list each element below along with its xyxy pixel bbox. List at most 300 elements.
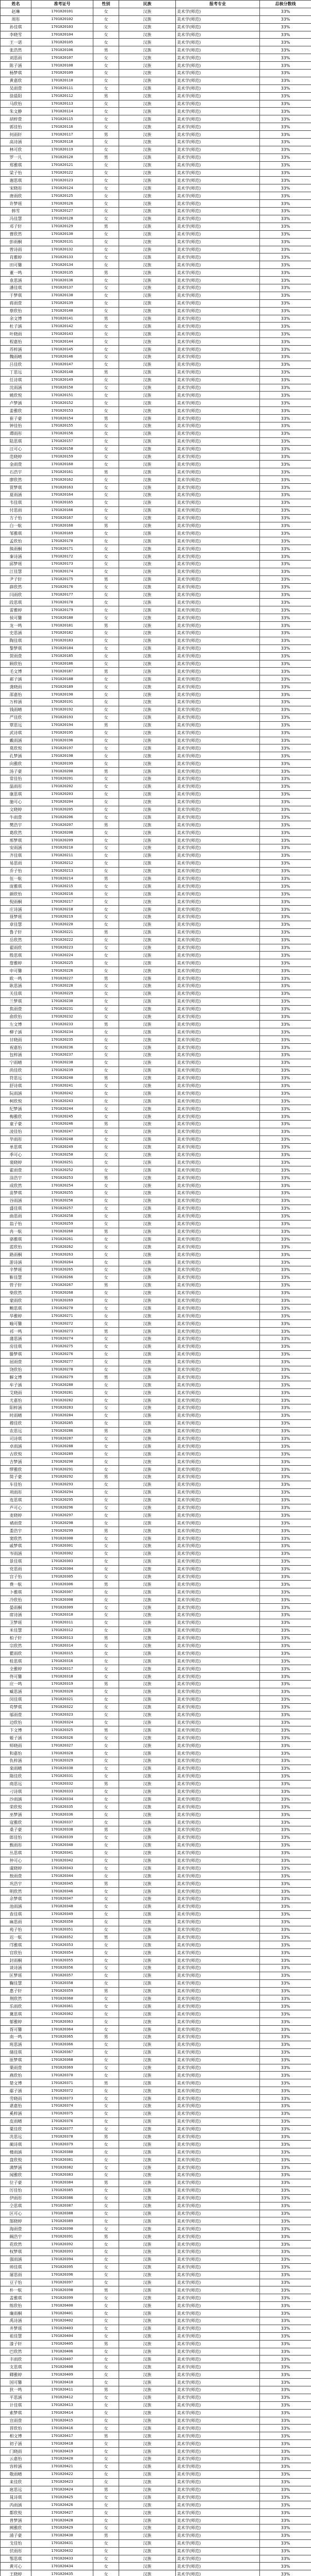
cell-cutoff: 33% [260,1719,311,1726]
cell-gender: 女 [93,2041,119,2048]
cell-major: 美术学(师范) [176,2302,260,2310]
table-row [1,1519,311,1527]
table-row [1,530,311,537]
cell-cutoff: 33% [260,1397,311,1404]
cell-ethnicity: 汉族 [119,1681,176,1688]
cell-exam-id: 1701020402 [31,2317,93,2325]
cell-ethnicity: 汉族 [119,1036,176,1044]
cell-gender: 女 [93,1466,119,1473]
cell-major: 美术学(师范) [176,1036,260,1044]
cell-exam-id: 1701020180 [31,614,93,622]
cell-ethnicity: 汉族 [119,499,176,506]
cell-name: 万梓涵 [1,699,31,706]
cell-exam-id: 1701020237 [31,1052,93,1059]
cell-exam-id: 1701020151 [31,392,93,399]
cell-name: 索梦琪 [1,2409,31,2417]
table-row [1,1811,311,1819]
cell-cutoff: 33% [260,2095,311,2103]
cell-cutoff: 33% [260,1795,311,1803]
cell-exam-id: 1701020350 [31,1918,93,1926]
cell-name: 仲可心 [1,1857,31,1865]
cell-major: 美术学(师范) [176,1895,260,1903]
cell-major: 美术学(师范) [176,8,260,15]
table-row [1,2417,311,2425]
cell-major: 美术学(师范) [176,1811,260,1819]
cell-major: 美术学(师范) [176,2409,260,2417]
cell-gender: 女 [93,1312,119,1320]
cell-gender: 女 [93,606,119,614]
cell-gender: 女 [93,208,119,215]
cell-name: 晋欣怡 [1,2425,31,2432]
cell-cutoff: 33% [260,2286,311,2294]
cell-ethnicity: 汉族 [119,1803,176,1811]
cell-name: 华雅婷 [1,1312,31,1320]
cell-major: 美术学(师范) [176,1021,260,1028]
table-row [1,1289,311,1297]
cell-name: 姬子涵 [1,1734,31,1742]
cell-cutoff: 33% [260,1366,311,1374]
cell-name: 区可心 [1,2210,31,2217]
cell-name: 浦子豪 [1,2532,31,2539]
cell-cutoff: 33% [260,208,311,215]
table-row [1,131,311,139]
cell-exam-id: 1701020366 [31,2041,93,2048]
cell-ethnicity: 汉族 [119,1527,176,1535]
table-row [1,261,311,269]
cell-exam-id: 1701020206 [31,814,93,821]
cell-cutoff: 33% [260,1703,311,1711]
cell-cutoff: 33% [260,1297,311,1304]
table-row [1,139,311,146]
cell-cutoff: 33% [260,1128,311,1136]
cell-exam-id: 1701020310 [31,1612,93,1619]
cell-cutoff: 33% [260,2432,311,2440]
cell-gender: 男 [93,668,119,675]
cell-ethnicity: 汉族 [119,2064,176,2072]
table-row [1,361,311,368]
cell-gender: 女 [93,2087,119,2095]
cell-ethnicity: 汉族 [119,1052,176,1059]
cell-exam-id: 1701020217 [31,898,93,906]
cell-cutoff: 33% [260,2018,311,2026]
cell-major: 美术学(师范) [176,645,260,652]
cell-cutoff: 33% [260,2555,311,2563]
cell-name: 陆思琪 [1,437,31,445]
table-row [1,39,311,46]
cell-cutoff: 33% [260,1527,311,1535]
cell-major: 美术学(师范) [176,714,260,721]
cell-ethnicity: 汉族 [119,1251,176,1259]
cell-major: 美术学(师范) [176,975,260,982]
cell-exam-id: 1701020421 [31,2463,93,2470]
cell-exam-id: 1701020374 [31,2103,93,2110]
cell-cutoff: 33% [260,1619,311,1626]
cell-gender: 女 [93,2555,119,2563]
table-row [1,1404,311,1412]
cell-gender: 女 [93,1565,119,1573]
cell-major: 美术学(师范) [176,2486,260,2494]
cell-exam-id: 1701020105 [31,39,93,46]
table-row [1,2225,311,2233]
table-row [1,944,311,952]
cell-cutoff: 33% [260,798,311,806]
cell-exam-id: 1701020326 [31,1734,93,1742]
cell-major: 美术学(师范) [176,208,260,215]
cell-exam-id: 1701020188 [31,675,93,683]
cell-major: 美术学(师范) [176,890,260,898]
cell-name: 苏梓涵 [1,346,31,353]
cell-cutoff: 33% [260,376,311,384]
cell-exam-id: 1701020157 [31,437,93,445]
cell-ethnicity: 汉族 [119,921,176,928]
cell-exam-id: 1701020417 [31,2432,93,2440]
cell-name: 霍雨萱 [1,1166,31,1174]
cell-ethnicity: 汉族 [119,2079,176,2087]
cell-cutoff: 33% [260,952,311,959]
cell-exam-id: 1701020152 [31,399,93,407]
cell-major: 美术学(师范) [176,223,260,230]
cell-major: 美术学(师范) [176,1795,260,1803]
cell-major: 美术学(师范) [176,814,260,821]
table-row [1,645,311,652]
cell-major: 美术学(师范) [176,1650,260,1657]
table-row [1,2202,311,2210]
cell-major: 美术学(师范) [176,62,260,70]
cell-exam-id: 1701020320 [31,1688,93,1696]
cell-exam-id: 1701020160 [31,461,93,468]
cell-exam-id: 1701020150 [31,384,93,392]
cell-exam-id: 1701020114 [31,108,93,115]
cell-major: 美术学(师范) [176,1151,260,1159]
cell-ethnicity: 汉族 [119,1665,176,1673]
cell-exam-id: 1701020336 [31,1811,93,1819]
cell-exam-id: 1701020332 [31,1780,93,1788]
cell-ethnicity: 汉族 [119,1113,176,1121]
cell-ethnicity: 汉族 [119,361,176,368]
cell-cutoff: 33% [260,2470,311,2478]
cell-ethnicity: 汉族 [119,177,176,184]
cell-cutoff: 33% [260,2355,311,2363]
table-row [1,630,311,637]
cell-major: 美术学(师范) [176,54,260,62]
cell-gender: 女 [93,1481,119,1488]
table-row [1,1995,311,2003]
cell-ethnicity: 汉族 [119,1780,176,1788]
cell-ethnicity: 汉族 [119,399,176,407]
cell-major: 美术学(师范) [176,1657,260,1665]
cell-ethnicity: 汉族 [119,2310,176,2317]
cell-gender: 女 [93,1657,119,1665]
cell-exam-id: 1701020361 [31,2003,93,2010]
cell-major: 美术学(师范) [176,2217,260,2225]
cell-ethnicity: 汉族 [119,1404,176,1412]
cell-name: 寇雅欣 [1,1819,31,1826]
cell-cutoff: 33% [260,514,311,522]
cell-major: 美术学(师范) [176,2233,260,2241]
table-row [1,1788,311,1795]
cell-cutoff: 33% [260,1972,311,1979]
cell-ethnicity: 汉族 [119,2156,176,2164]
cell-gender: 女 [93,1504,119,1512]
table-row [1,1113,311,1121]
cell-exam-id: 1701020388 [31,2210,93,2217]
cell-gender: 男 [93,2386,119,2394]
cell-name: 边欣怡 [1,1719,31,1726]
cell-gender: 女 [93,361,119,368]
cell-gender: 男 [93,928,119,936]
cell-gender: 女 [93,1450,119,1458]
cell-ethnicity: 汉族 [119,1918,176,1926]
cell-ethnicity: 汉族 [119,2348,176,2355]
cell-ethnicity: 汉族 [119,997,176,1005]
cell-exam-id: 1701020298 [31,1519,93,1527]
cell-name: 焦雨萱 [1,1005,31,1013]
cell-cutoff: 33% [260,54,311,62]
cell-cutoff: 33% [260,1865,311,1872]
cell-cutoff: 33% [260,691,311,699]
cell-major: 美术学(师范) [176,2125,260,2133]
cell-major: 美术学(师范) [176,2494,260,2501]
cell-ethnicity: 汉族 [119,1535,176,1543]
cell-cutoff: 33% [260,8,311,15]
cell-ethnicity: 汉族 [119,2279,176,2286]
cell-exam-id: 1701020373 [31,2095,93,2103]
cell-cutoff: 33% [260,200,311,208]
cell-cutoff: 33% [260,2325,311,2332]
cell-gender: 女 [93,683,119,691]
cell-cutoff: 33% [260,744,311,752]
cell-cutoff: 33% [260,2563,311,2570]
cell-major: 美术学(师范) [176,1765,260,1772]
cell-ethnicity: 汉族 [119,1788,176,1795]
cell-name: 卿雅婷 [1,2371,31,2379]
cell-gender: 男 [93,2340,119,2348]
cell-ethnicity: 汉族 [119,1765,176,1772]
cell-cutoff: 33% [260,506,311,514]
table-row [1,2041,311,2048]
table-row [1,1466,311,1473]
cell-cutoff: 33% [260,967,311,975]
cell-exam-id: 1701020279 [31,1374,93,1381]
cell-cutoff: 33% [260,139,311,146]
cell-cutoff: 33% [260,77,311,84]
cell-exam-id: 1701020378 [31,2133,93,2141]
table-row [1,1358,311,1366]
cell-major: 美术学(师范) [176,997,260,1005]
cell-major: 美术学(师范) [176,1174,260,1182]
cell-major: 美术学(师范) [176,2432,260,2440]
cell-exam-id: 1701020181 [31,622,93,630]
table-row [1,790,311,798]
cell-name: 骆雅琪 [1,1235,31,1243]
table-row [1,1205,311,1212]
cell-major: 美术学(师范) [176,760,260,768]
table-row [1,445,311,453]
cell-exam-id: 1701020240 [31,1074,93,1082]
cell-major: 美术学(师范) [176,1389,260,1397]
table-row [1,1312,311,1320]
cell-ethnicity: 汉族 [119,353,176,361]
cell-major: 美术学(师范) [176,2164,260,2172]
cell-major: 美术学(师范) [176,2156,260,2164]
cell-gender: 女 [93,2517,119,2524]
table-row [1,898,311,906]
cell-major: 美术学(师范) [176,230,260,238]
cell-name: 闻雅欣 [1,2172,31,2179]
cell-ethnicity: 汉族 [119,1964,176,1972]
table-row [1,2302,311,2310]
cell-ethnicity: 汉族 [119,1450,176,1458]
table-row [1,154,311,161]
cell-cutoff: 33% [260,2056,311,2064]
cell-ethnicity: 汉族 [119,1626,176,1634]
cell-name: 关佳琪 [1,990,31,997]
cell-major: 美术学(师范) [176,806,260,814]
cell-major: 美术学(师范) [176,453,260,461]
cell-cutoff: 33% [260,1673,311,1681]
cell-major: 美术学(师范) [176,867,260,875]
cell-gender: 女 [93,430,119,437]
cell-ethnicity: 汉族 [119,806,176,814]
cell-name: 吕佳欣 [1,361,31,368]
table-row [1,852,311,859]
cell-major: 美术学(师范) [176,1972,260,1979]
cell-exam-id: 1701020401 [31,2310,93,2317]
cell-gender: 女 [93,652,119,660]
cell-cutoff: 33% [260,714,311,721]
cell-ethnicity: 汉族 [119,2302,176,2310]
cell-name: 舒诗琪 [1,1082,31,1090]
cell-cutoff: 33% [260,1626,311,1634]
cell-ethnicity: 汉族 [119,2072,176,2079]
cell-exam-id: 1701020144 [31,338,93,346]
cell-major: 美术学(师范) [176,913,260,921]
table-row [1,1481,311,1488]
cell-major: 美术学(师范) [176,1182,260,1190]
cell-cutoff: 33% [260,1543,311,1550]
cell-ethnicity: 汉族 [119,2417,176,2425]
cell-ethnicity: 汉族 [119,1926,176,1934]
cell-ethnicity: 汉族 [119,246,176,253]
cell-cutoff: 33% [260,307,311,315]
cell-gender: 女 [93,645,119,652]
cell-name: 冼思远 [1,2133,31,2141]
cell-cutoff: 33% [260,721,311,729]
table-row [1,1412,311,1419]
cell-ethnicity: 汉族 [119,790,176,798]
cell-exam-id: 1701020333 [31,1788,93,1795]
cell-major: 美术学(师范) [176,1312,260,1320]
cell-gender: 女 [93,2455,119,2463]
cell-gender: 女 [93,2394,119,2401]
cell-major: 美术学(师范) [176,575,260,583]
cell-major: 美术学(师范) [176,1419,260,1427]
cell-major: 美术学(师范) [176,1427,260,1435]
cell-gender: 女 [93,2194,119,2202]
cell-ethnicity: 汉族 [119,1711,176,1719]
cell-ethnicity: 汉族 [119,1074,176,1082]
table-row [1,1681,311,1688]
cell-ethnicity: 汉族 [119,146,176,154]
cell-cutoff: 33% [260,1880,311,1888]
cell-cutoff: 33% [260,1113,311,1121]
table-row [1,1865,311,1872]
cell-exam-id: 1701020156 [31,430,93,437]
cell-gender: 女 [93,1550,119,1557]
cell-ethnicity: 汉族 [119,468,176,476]
cell-cutoff: 33% [260,154,311,161]
cell-ethnicity: 汉族 [119,1995,176,2003]
cell-gender: 女 [93,2256,119,2263]
cell-ethnicity: 汉族 [119,1557,176,1565]
cell-name: 苑子怡 [1,1926,31,1934]
cell-major: 美术学(师范) [176,1220,260,1228]
cell-gender: 女 [93,1811,119,1819]
cell-exam-id: 1701020164 [31,492,93,499]
cell-major: 美术学(师范) [176,990,260,997]
cell-name: 谢思琪 [1,177,31,184]
cell-name: 于梦琪 [1,292,31,299]
table-row [1,1143,311,1151]
cell-name: 和嘉怡 [1,1750,31,1757]
cell-exam-id: 1701020318 [31,1673,93,1681]
cell-gender: 女 [93,921,119,928]
cell-exam-id: 1701020247 [31,1128,93,1136]
cell-gender: 女 [93,1964,119,1972]
cell-exam-id: 1701020293 [31,1481,93,1488]
cell-gender: 女 [93,1105,119,1113]
cell-major: 美术学(师范) [176,1880,260,1888]
cell-ethnicity: 汉族 [119,77,176,84]
cell-cutoff: 33% [260,1519,311,1527]
cell-name: 施可心 [1,798,31,806]
cell-cutoff: 33% [260,445,311,453]
cell-name: 王一诺 [1,39,31,46]
table-row [1,1121,311,1128]
cell-ethnicity: 汉族 [119,683,176,691]
cell-name: 汪可心 [1,445,31,453]
table-row [1,8,311,15]
cell-gender: 男 [93,821,119,829]
cell-major: 美术学(师范) [176,2072,260,2079]
cell-gender: 男 [93,1427,119,1435]
cell-gender: 女 [93,844,119,852]
table-row [1,31,311,39]
cell-name: 查佳琪 [1,1910,31,1918]
cell-major: 美术学(师范) [176,1888,260,1895]
cell-major: 美术学(师范) [176,1527,260,1535]
cell-cutoff: 33% [260,1849,311,1857]
cell-ethnicity: 汉族 [119,1289,176,1297]
cell-exam-id: 1701020347 [31,1895,93,1903]
cell-gender: 女 [93,936,119,944]
cell-gender: 女 [93,1404,119,1412]
cell-name: 闫雨欣 [1,591,31,599]
cell-cutoff: 33% [260,346,311,353]
cell-major: 美术学(师范) [176,131,260,139]
cell-ethnicity: 汉族 [119,461,176,468]
cell-exam-id: 1701020394 [31,2256,93,2263]
cell-ethnicity: 汉族 [119,752,176,760]
cell-cutoff: 33% [260,2133,311,2141]
cell-cutoff: 33% [260,2532,311,2539]
cell-name: 车佳怡 [1,1481,31,1488]
cell-exam-id: 1701020143 [31,330,93,338]
table-row [1,2279,311,2286]
table-row [1,2478,311,2486]
cell-name: 莫欣悦 [1,744,31,752]
cell-gender: 女 [93,2010,119,2018]
